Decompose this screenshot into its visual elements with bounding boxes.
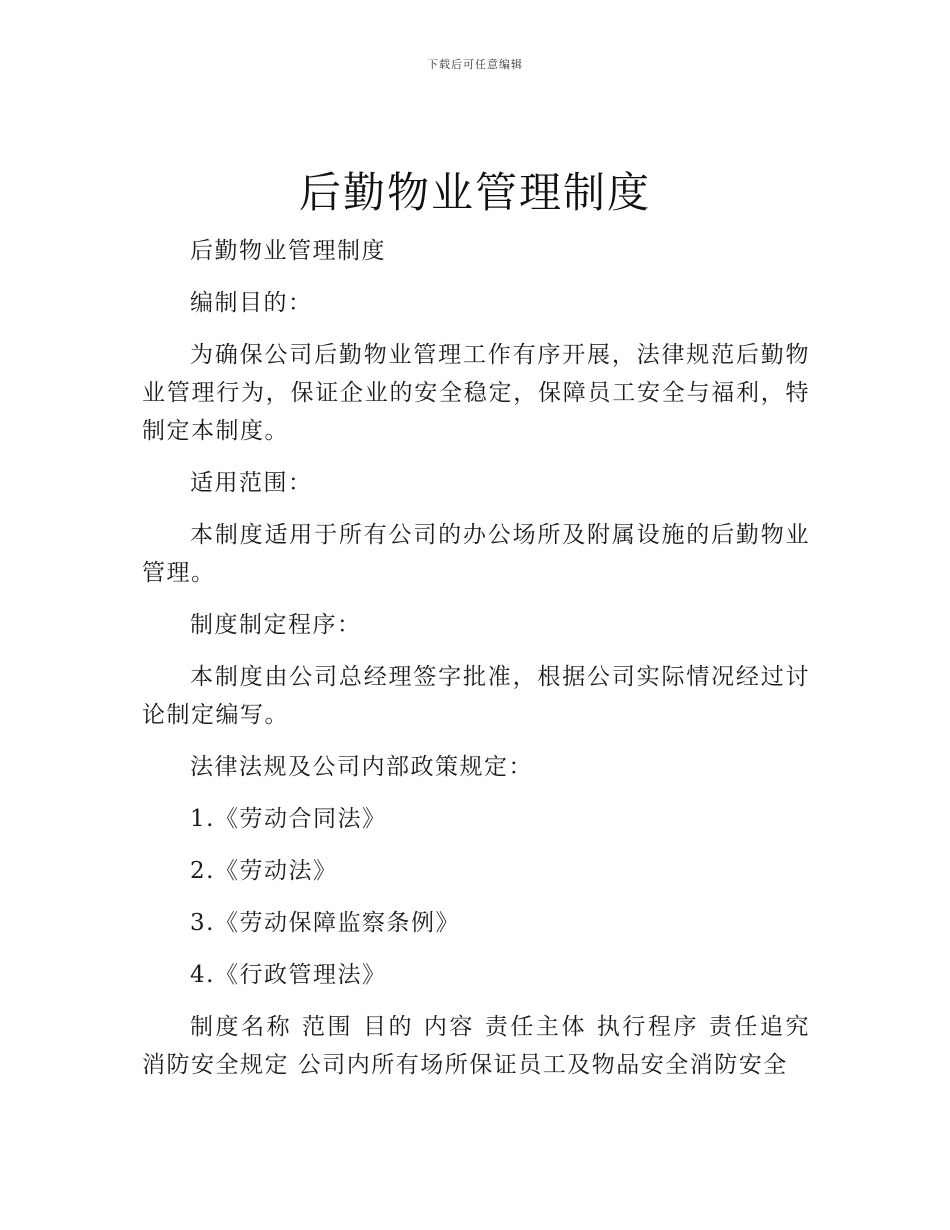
paragraph-scope-heading: 适用范围： (190, 470, 313, 496)
document-title: 后勤物业管理制度 (298, 168, 651, 217)
paragraph-procedure-heading: 制度制定程序： (190, 612, 362, 638)
list-item-law-4: 4.《行政管理法》 (190, 962, 387, 988)
document-body (142, 232, 810, 1098)
page-header: 下载后可任意编辑 (427, 58, 523, 71)
paragraph-table-text: 制度名称 范围 目的 内容 责任主体 执行程序 责任追究 消防安全规定 公司内所有场所保证员工及物品安全消防安全 (142, 1014, 810, 1078)
list-item-law-1: 1.《劳动合同法》 (190, 806, 387, 832)
paragraph-laws-heading: 法律法规及公司内部政策规定： (190, 754, 533, 780)
list-item-law-3: 3.《劳动保障监察条例》 (190, 910, 460, 936)
paragraph-purpose-heading: 编制目的： (190, 290, 313, 316)
paragraph-procedure: 本制度由公司总经理签字批准，根据公司实际情况经过讨论制定编写。 (142, 664, 810, 728)
paragraph-subtitle: 后勤物业管理制度 (190, 238, 386, 264)
paragraph-purpose: 为确保公司后勤物业管理工作有序开展，法律规范后勤物业管理行为，保证企业的安全稳定，保障员工安全与福利，特制定本制度。 (142, 342, 810, 444)
paragraph-scope: 本制度适用于所有公司的办公场所及附属设施的后勤物业管理。 (142, 522, 810, 586)
list-item-law-2: 2.《劳动法》 (190, 858, 338, 884)
